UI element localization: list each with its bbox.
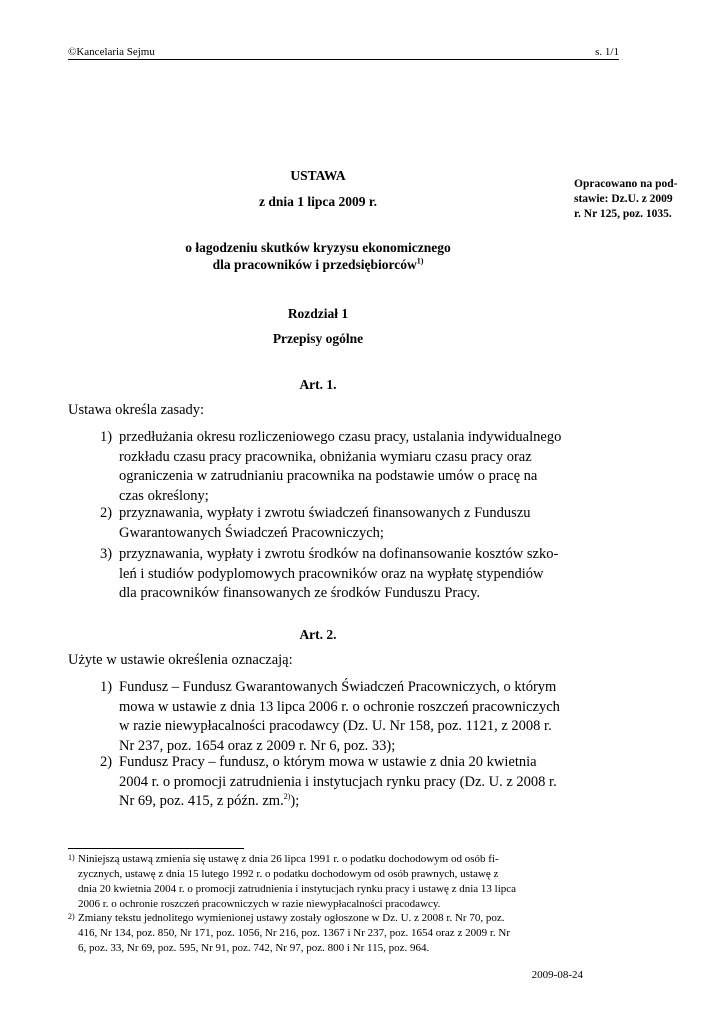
list-item-line: leń i studiów podyplomowych pracowników oraz na wypłatę stypendiów [119,565,544,582]
article-1-intro: Ustawa określa zasady: [68,402,205,418]
article-2-intro: Użyte w ustawie określenia oznaczają: [68,652,293,668]
list-item-number: 2) [100,754,113,770]
footnote-line: 416, Nr 134, poz. 850, Nr 171, poz. 1056, Nr 216, poz. 1367 i Nr 237, poz. 1654 oraz z 2009 r. Nr [78,927,510,939]
list-item-line: dla pracowników finansowanych ze środków Funduszu Pracy. [119,585,481,601]
list-item-text: Nr 69, poz. 415, z późn. zm. [119,793,284,809]
footnote-line: Niniejszą ustawą zmienia się ustawę z dnia 26 lipca 1991 r. o podatku dochodowym od osób fi- [78,853,499,865]
footnote-line: dnia 20 kwietnia 2004 r. o promocji zatrudnienia i instytucjach rynku pracy i ustawę z dnia 13 lipca [78,883,517,895]
footnote-mark: 2) [68,912,75,921]
article-2-heading: Art. 2. [299,627,337,642]
list-item-number: 3) [100,546,113,562]
act-type: USTAWA [290,168,346,183]
publication-date: 2009-08-24 [531,969,583,981]
chapter-number: Rozdział 1 [287,306,349,321]
list-item-line [119,792,570,812]
list-item-line: 2004 r. o promocji zatrudnienia i instytucjach rynku pracy (Dz. U. z 2008 r. [119,773,557,790]
header-rule [68,59,619,60]
footnote [68,911,570,956]
list-item-line: mowa w ustawie z dnia 13 lipca 2006 r. o ochronie roszczeń pracowniczych [119,698,560,715]
list-item-line: w razie niewypłacalności pracodawcy (Dz. U. Nr 158, poz. 1121, z 2008 r. [119,718,552,734]
source-note-line: Opracowano na pod- [574,178,678,190]
act-subject-text: dla pracowników i przedsiębiorców [212,257,417,272]
list-item-tail: ); [290,793,300,809]
list-item-line: Fundusz – Fundusz Gwarantowanych Świadczeń Pracowniczych, o którym [119,679,557,695]
list-item-line: przyznawania, wypłaty i zwrotu środków na dofinansowanie kosztów szko- [119,546,559,562]
source-note-line: r. Nr 125, poz. 1035. [574,208,672,220]
header-source: ©Kancelaria Sejmu [68,46,155,58]
list-item-line: Gwarantowanych Świadczeń Pracowniczych; [119,524,384,541]
list-item-number: 1) [100,679,113,695]
list-item-line: przedłużania okresu rozliczeniowego czasu pracy, ustalania indywidualnego [119,429,562,445]
chapter-name: Przepisy ogólne [272,331,364,346]
list-item-number: 1) [100,429,113,445]
footnote-line: 6, poz. 33, Nr 69, poz. 595, Nr 91, poz. 742, Nr 97, poz. 800 i Nr 115, poz. 964. [78,942,430,954]
list-item-line: Fundusz Pracy – fundusz, o którym mowa w ustawie z dnia 20 kwietnia [119,754,537,770]
page-number: s. 1/1 [595,46,619,58]
footnote-ref[interactable]: 1) [416,256,424,266]
footnote-line: zycznych, ustawę z dnia 15 lutego 1992 r. o podatku dochodowym od osób prawnych, ustawę z [78,868,499,880]
footnote [68,852,570,912]
list-item-line: Nr 237, poz. 1654 oraz z 2009 r. Nr 6, poz. 33); [119,737,396,754]
list-item-line: czas określony; [119,487,209,504]
list-item-line: przyznawania, wypłaty i zwrotu świadczeń finansowanych z Funduszu [119,505,531,521]
footnote-line: Zmiany tekstu jednolitego wymienionej ustawy zostały ogłoszone w Dz. U. z 2008 r. Nr 70, poz. [78,912,505,924]
article-1-heading: Art. 1. [299,377,337,392]
footnote-line: 2006 r. o ochronie roszczeń pracowniczych w razie niewypłacalności pracodawcy. [78,898,441,910]
footnote-ref[interactable]: 2) [283,792,291,802]
list-item-number: 2) [100,505,113,521]
act-subject-line2 [68,257,568,273]
list-item-line: ograniczenia w zatrudnianiu pracownika na podstawie umów o pracę na [119,468,538,484]
source-note-line: stawie: Dz.U. z 2009 [574,193,673,205]
footnote-separator [68,848,244,849]
act-subject-line1: o łagodzeniu skutków kryzysu ekonomicznego [185,240,451,255]
act-date: z dnia 1 lipca 2009 r. [258,194,377,209]
footnote-mark: 1) [68,853,75,862]
source-note [574,177,694,222]
list-item-line: rozkładu czasu pracy pracownika, obniżania wymiaru czasu pracy oraz [119,448,532,465]
